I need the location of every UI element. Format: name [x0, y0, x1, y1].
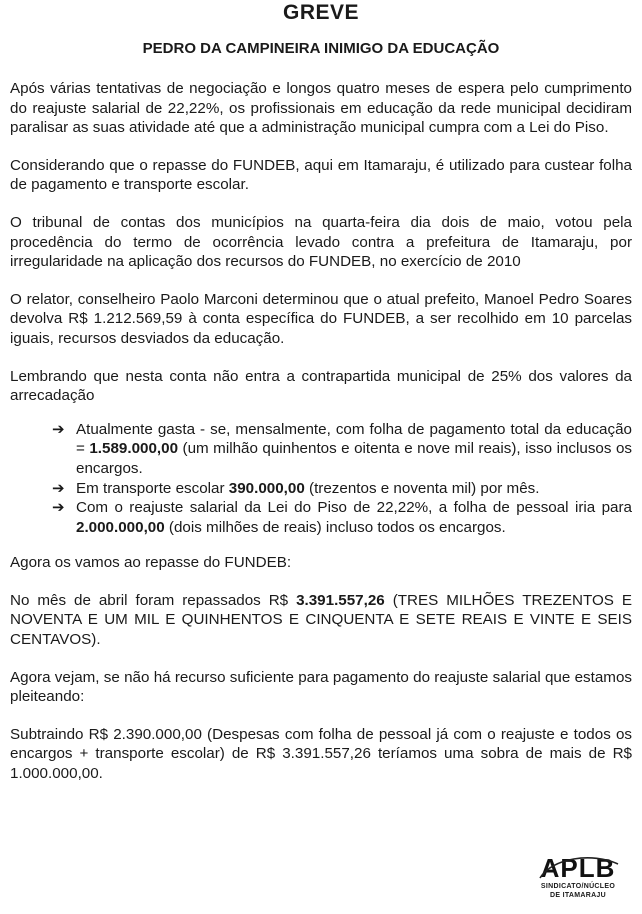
arrow-right-icon: ➔: [52, 499, 65, 517]
list-item: ➔ Com o reajuste salarial da Lei do Piso de 22,22%, a folha de pessoal iria para 2.000.000,00 (dois milhões de reais) incluso todos os encargos.: [52, 499, 632, 536]
logo-line-1: SINDICATO/NÚCLEO: [540, 883, 616, 890]
paragraph-fundeb-intro: Agora os vamos ao repasse do FUNDEB:: [10, 554, 292, 572]
list-item: ➔ Em transporte escolar 390.000,00 (trezentos e noventa mil) por mês.: [52, 479, 540, 497]
aplb-logo: [528, 854, 628, 912]
logo-line-2: DE ITAMARAJU: [550, 892, 606, 899]
paragraph-fundeb-use: Considerando que o repasse do FUNDEB, aqui em Itamaraju, é utilizado para custear folha de pagamento e transporte escolar.: [10, 156, 632, 194]
logo-swoosh-icon: [532, 854, 624, 884]
paragraph-april-transfer: No mês de abril foram repassados R$ 3.391.557,26 (TRES MILHÕES TREZENTOS E NOVENTA E UM MIL E QUINHENTOS E CINQUENTA E SETE REAIS E VINTE E SEIS CENTAVOS).: [10, 591, 632, 649]
list-item: ➔ Atualmente gasta - se, mensalmente, com folha de pagamento total da educação = 1.589.000,00 (um milhão quinhentos e oitenta e nove mil reais), isso inclusos os encargos.: [52, 420, 632, 477]
payroll-amount: 1.589.000,00: [89, 440, 179, 458]
logo-name: APLB: [540, 853, 616, 883]
paragraph-tribunal: O tribunal de contas dos municípios na quarta-feira dia dois de maio, votou pela procedência do termo de ocorrência levado contra a prefeitura de Itamaraju, por irregularidade na aplicação dos recursos do FUNDEB, no exercício de 2010: [10, 213, 632, 271]
arrow-right-icon: ➔: [52, 420, 65, 438]
arrow-right-icon: ➔: [52, 479, 65, 497]
paragraph-conclusion: Subtraindo R$ 2.390.000,00 (Despesas com folha de pessoal já com o reajuste e todos os encargos + transporte escolar) de R$ 3.391.557,26 teríamos uma sobra de mais de R$ 1.000.000,00.: [10, 725, 632, 783]
paragraph-contrapartida: Lembrando que nesta conta não entra a contrapartida municipal de 25% dos valores da arrecadação: [10, 367, 632, 405]
paragraph-question: Agora vejam, se não há recurso suficiente para pagamento do reajuste salarial que estamos pleiteando:: [10, 668, 632, 706]
april-transfer-amount: 3.391.557,26: [296, 591, 385, 609]
page-title: GREVE: [282, 1, 360, 24]
expense-list: [10, 420, 632, 538]
paragraph-relator: O relator, conselheiro Paolo Marconi determinou que o atual prefeito, Manoel Pedro Soares devolva R$ 1.212.569,59 à conta específica do FUNDEB, a ser recolhido em 10 parcelas iguais, recursos desviados da educação.: [10, 290, 632, 347]
page-subtitle: PEDRO DA CAMPINEIRA INIMIGO DA EDUCAÇÃO: [142, 40, 500, 57]
paragraph-negotiation: Após várias tentativas de negociação e longos quatro meses de espera pelo cumprimento do reajuste salarial de 22,22%, os profissionais em educação da rede municipal decidiram paralisar as suas atividade até que a administração municipal cumpra com a Lei do Piso.: [10, 80, 632, 137]
new-payroll-amount: 2.000.000,00: [76, 518, 165, 536]
transport-amount: 390.000,00: [228, 479, 305, 497]
